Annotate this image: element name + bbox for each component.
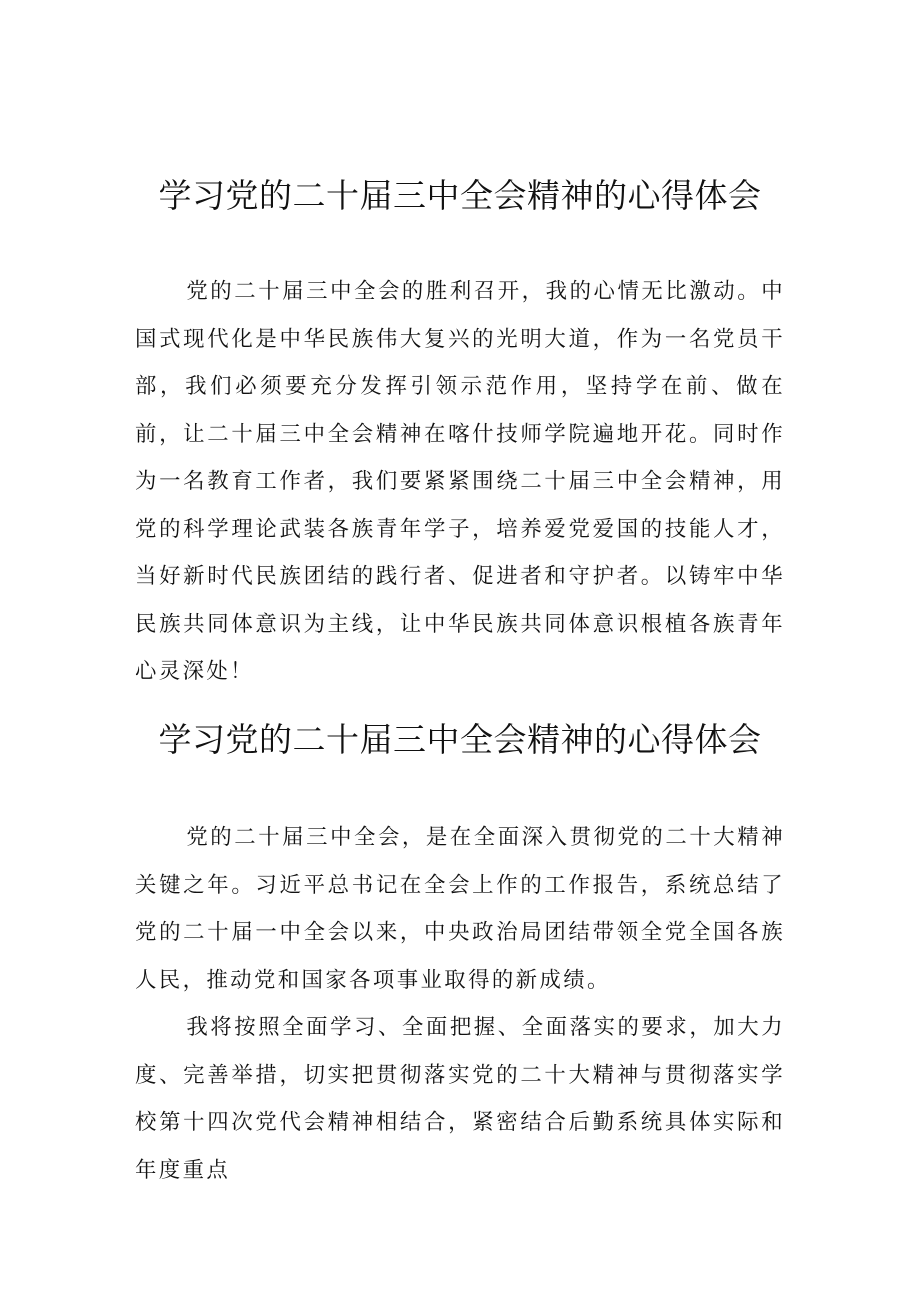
article-body — [135, 268, 785, 696]
paragraph: 党的二十届三中全会的胜利召开，我的心情无比激动。中国式现代化是中华民族伟大复兴的光明大道，作为一名党员干部，我们必须要充分发挥引领示范作用，坚持学在前、做在前，让二十届三中全会精神在喀什技师学院遍地开花。同时作为一名教育工作者，我们要紧紧围绕二十届三中全会精神，用党的科学理论武装各族青年学子，培养爱党爱国的技能人才，当好新时代民族团结的践行者、促进者和守护者。以铸牢中华民族共同体意识为主线，让中华民族共同体意识根植各族青年心灵深处！ — [135, 279, 785, 684]
article-title: 学习党的二十届三中全会精神的心得体会 — [158, 176, 762, 215]
article-2 — [135, 716, 785, 1194]
article-1 — [135, 172, 785, 696]
paragraph: 我将按照全面学习、全面把握、全面落实的要求，加大力度、完善举措，切实把贯彻落实党的二十大精神与贯彻落实学校第十四次党代会精神相结合，紧密结合后勤系统具体实际和年度重点 — [135, 1015, 785, 1183]
article-body — [135, 814, 785, 1194]
paragraph: 党的二十届三中全会，是在全面深入贯彻党的二十大精神关键之年。习近平总书记在全会上作的工作报告，系统总结了党的二十届一中全会以来，中央政治局团结带领全党全国各族人民，推动党和国家各项事业取得的新成绩。 — [135, 825, 785, 993]
article-title: 学习党的二十届三中全会精神的心得体会 — [158, 720, 762, 759]
